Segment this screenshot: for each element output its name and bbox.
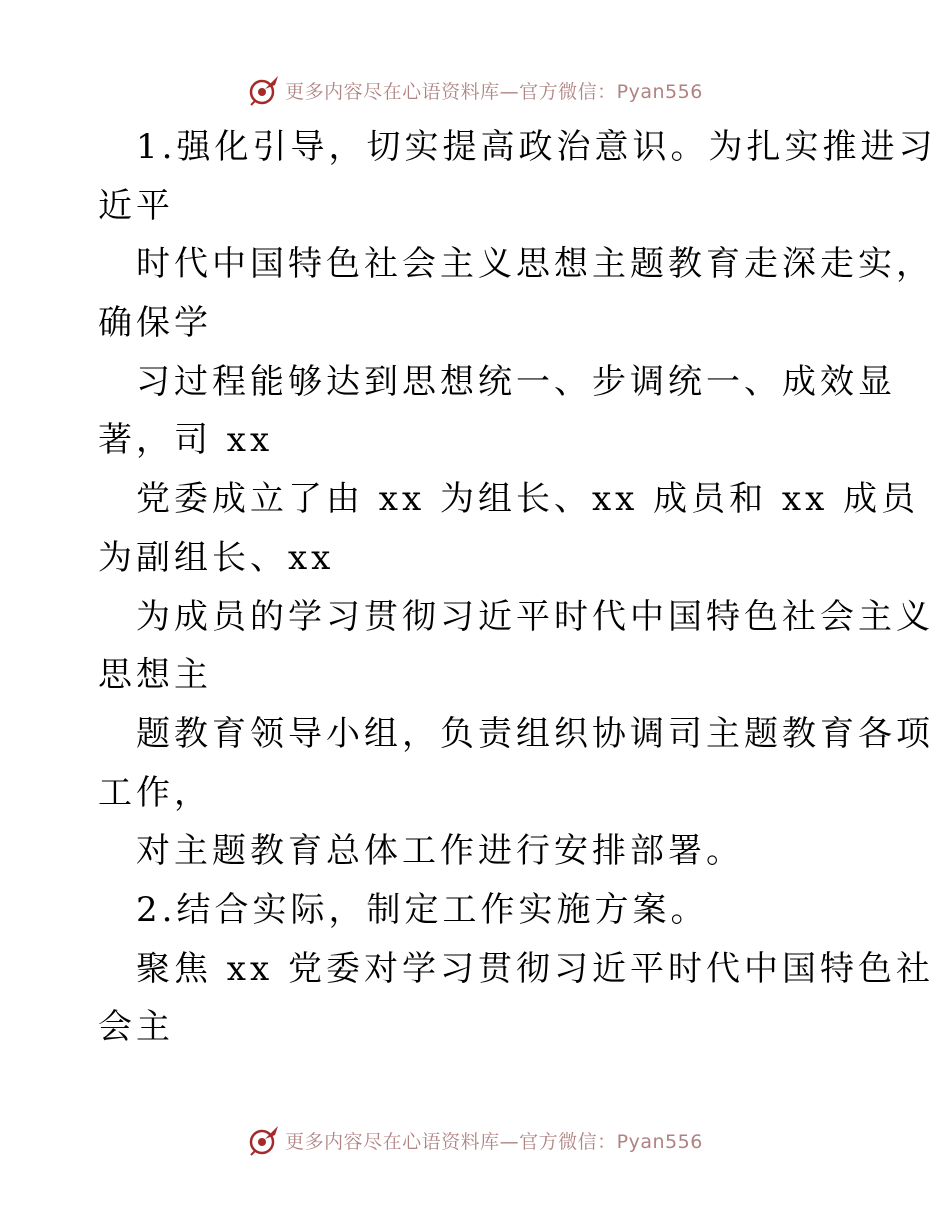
body-line: 党委成立了由 xx 为组长、xx 成员和 xx 成员 bbox=[136, 479, 920, 520]
body-line: 思想主 bbox=[98, 655, 212, 696]
body-line: 为副组长、xx bbox=[98, 537, 335, 578]
body-line: 1.强化引导，切实提高政治意识。为扎实推进习 bbox=[136, 127, 937, 167]
body-line: 习过程能够达到思想统一、步调统一、成效显 bbox=[136, 361, 896, 402]
body-line: 对主题教育总体工作进行安排部署。 bbox=[136, 831, 744, 872]
quill-pen-logo-icon bbox=[247, 73, 281, 107]
body-line: 题教育领导小组，负责组织协调司主题教育各项 bbox=[136, 713, 934, 754]
body-line: 近平 bbox=[98, 185, 174, 226]
body-line: 为成员的学习贯彻习近平时代中国特色社会主义 bbox=[136, 596, 934, 637]
watermark-text: 更多内容尽在心语资料库—官方微信：Pyan556 bbox=[285, 1130, 703, 1153]
body-line: 工作， bbox=[98, 772, 212, 813]
quill-pen-logo-icon bbox=[247, 1123, 281, 1157]
document-body bbox=[98, 118, 937, 1057]
body-line: 2.结合实际，制定工作实施方案。 bbox=[136, 889, 709, 930]
header-watermark-banner bbox=[0, 70, 950, 110]
body-line: 著，司 xx bbox=[98, 420, 274, 461]
watermark-text: 更多内容尽在心语资料库—官方微信：Pyan556 bbox=[285, 80, 703, 103]
body-line: 时代中国特色社会主义思想主题教育走深走实， bbox=[136, 244, 934, 285]
body-line: 确保学 bbox=[98, 303, 212, 344]
body-line: 会主 bbox=[98, 1007, 174, 1048]
footer-watermark-banner bbox=[0, 1120, 950, 1160]
body-line: 聚焦 xx 党委对学习贯彻习近平时代中国特色社 bbox=[136, 948, 934, 989]
